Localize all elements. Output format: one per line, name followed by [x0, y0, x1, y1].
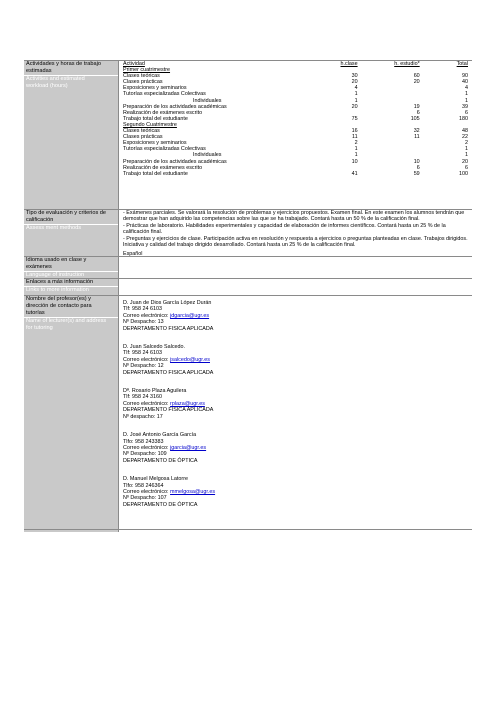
semester-title: Primer cuatrimestre: [123, 67, 171, 74]
professor-department: DEPARTAMENTO FISICA APLICADA: [123, 369, 214, 376]
activity-h-clase: 2: [354, 140, 358, 147]
professor-office: Nº Despacho: 107: [123, 495, 167, 502]
professor-email-link[interactable]: jdgarcia@ugr.es: [170, 312, 210, 319]
language-label-es-1: Idioma usado en clase y: [26, 257, 87, 263]
professors-label-es-1: Nombre del profesor(es) y: [26, 296, 91, 302]
activity-h-estudio: 6: [416, 109, 420, 116]
assessment-label: [24, 210, 119, 256]
assessment-label-es-1: Tipo de evaluación y criterios de: [26, 210, 107, 216]
activity-name: Tutorías especializadas Colectivas: [123, 91, 206, 98]
activity-h-clase: 10: [351, 158, 358, 165]
activity-total: 1: [465, 91, 468, 98]
activity-total: 100: [459, 170, 468, 177]
assessment-content: [119, 210, 472, 256]
professor-name: D. Juan de Dios García López Durán: [123, 300, 212, 306]
activity-name: Individuales: [193, 152, 222, 159]
activity-h-clase: 20: [351, 103, 358, 110]
workload-row: [24, 60, 472, 209]
assessment-item-lab: - Prácticas de laboratorio. Habilidades experimentales y capacidad de elaboración de informes científicos. Contará hasta un 25 % de la calificación final.: [123, 222, 446, 236]
links-label-es: Enlaces a más información: [26, 279, 94, 285]
activity-name: Trabajo total del estudiante: [123, 170, 188, 177]
professor-name: D. José Antonio García García: [123, 432, 197, 439]
activity-total: 90: [462, 73, 468, 80]
professor-department: DEPARTAMENTO DE ÓPTICA: [123, 457, 198, 464]
activity-h-estudio: 6: [416, 164, 420, 171]
activity-total: 1: [465, 146, 468, 153]
activity-h-estudio: 10: [413, 158, 420, 165]
activity-total: 39: [462, 103, 468, 110]
professors-label-en-1: Name of lecturer(s) and address: [26, 317, 107, 324]
workload-label-es-1: Actividades y horas de trabajo: [26, 61, 101, 67]
activity-h-estudio: 60: [413, 73, 420, 80]
professor-block: [123, 432, 468, 464]
activity-name: Tutorías especializadas Colectivas: [123, 146, 206, 153]
professors-label: [24, 296, 119, 532]
professor-name: D. Juan Salcedo Salcedo.: [123, 344, 186, 351]
activity-h-clase: 20: [351, 79, 358, 86]
activity-total: 1: [465, 97, 468, 104]
professor-email-link[interactable]: jsalcedo@ugr.es: [170, 356, 210, 363]
activity-h-clase: 1: [354, 97, 358, 104]
workload-label-en-1: Activities and estimated: [26, 75, 85, 82]
professors-label-es-2: dirección de contacto para: [26, 302, 92, 309]
workload-label-es-2: estimadas: [26, 67, 52, 74]
activity-table: [123, 61, 468, 177]
language-row: [24, 251, 472, 278]
semester-title: Segundo Cuatrimestre: [123, 121, 177, 128]
activity-table-body: [123, 67, 468, 177]
activity-name: Realización de exámenes escrito: [123, 109, 203, 116]
activity-name: Exposiciones y seminarios: [123, 140, 187, 147]
activity-total: 20: [462, 158, 468, 165]
activity-h-estudio: 32: [413, 128, 420, 135]
activity-total: 6: [465, 164, 468, 171]
language-label-es-2: exámenes: [26, 263, 52, 270]
professor-phone: Tlf: 958 24 6103: [123, 306, 162, 313]
professor-department: DEPARTAMENTO FISICA APLICADA: [123, 325, 214, 332]
professor-block: [123, 344, 468, 376]
professor-name: D. Manuel Melgosa Latorre: [123, 476, 189, 483]
professor-office: Nº Despacho: 12: [123, 363, 164, 370]
activity-row: [123, 171, 468, 177]
activity-total: 1: [465, 152, 468, 159]
professors-content: [119, 296, 472, 532]
professors-label-es-3: tutorías: [26, 309, 45, 316]
professor-phone: Tlf: 958 24 6103: [123, 350, 162, 357]
activity-name: Realización de exámenes escrito: [123, 164, 203, 171]
activity-name: Clases prácticas: [123, 79, 163, 86]
header-h-clase: h.clase: [340, 61, 358, 67]
language-value: Español: [123, 251, 143, 257]
professor-email-label: Correo electrónico:: [123, 356, 169, 363]
professor-office: Nº Despacho: 13: [123, 319, 164, 326]
professor-email-label: Correo electrónico:: [123, 400, 169, 407]
activity-h-clase: 30: [351, 73, 358, 80]
activity-h-clase: 16: [351, 128, 358, 135]
assessment-item-class: - Preguntas y ejercicios de clase. Participación activa en resolución y respuesta a ejercicios o preguntas planteadas en clase. Trabajos dirigidos. Iniciativa y calidad del trabajo dirigido desarrollado. Contará hasta un 25 % de la calificación final.: [123, 235, 468, 249]
professor-office: DEPARTAMENTO FISICA APLICADA: [123, 407, 214, 414]
professor-department: Nº despacho: 17: [123, 413, 163, 420]
activity-h-clase: 41: [351, 170, 358, 177]
header-h-estudio: h. estudio*: [394, 61, 420, 67]
professor-department: DEPARTAMENTO DE ÓPTICA: [123, 501, 198, 508]
activity-total: 40: [462, 79, 468, 86]
links-label-en: Links to more information: [26, 286, 89, 293]
activity-total: 22: [462, 134, 468, 141]
activity-name: Clases teóricas: [123, 128, 160, 135]
activity-total: 2: [465, 140, 468, 147]
links-content: [119, 279, 472, 295]
professors-row: [24, 295, 472, 532]
workload-label: [24, 61, 119, 209]
activity-h-clase: 1: [354, 146, 358, 153]
professor-block: [123, 476, 468, 508]
activity-name: Clases prácticas: [123, 134, 163, 141]
links-label: [24, 279, 119, 295]
header-activity: Actividad: [123, 61, 145, 67]
professor-phone: Tlfo: 958 243383: [123, 438, 164, 445]
activity-name: Preparación de los actividades académicas: [123, 158, 227, 165]
activity-name: Trabajo total del estudiante: [123, 115, 188, 122]
activity-total: 48: [462, 128, 468, 135]
table-bottom-border: [24, 529, 472, 530]
professor-email-link[interactable]: mmelgosa@ugr.es: [170, 488, 216, 495]
course-info-table: [24, 60, 472, 532]
activity-total: 6: [465, 109, 468, 116]
activity-h-clase: 75: [351, 115, 358, 122]
professor-email-link[interactable]: jgarcia@ugr.es: [170, 444, 207, 451]
professors-label-en-2: for tutoring: [26, 324, 53, 331]
links-row: [24, 278, 472, 295]
assessment-label-es-2: calificación: [26, 216, 54, 223]
professor-name: Dª. Rosario Plaza Aguilera: [123, 388, 187, 395]
activity-total: 4: [465, 85, 468, 92]
professor-office: Nº Despacho: 109: [123, 451, 167, 458]
activity-h-clase: 1: [354, 152, 358, 159]
activity-h-estudio: 11: [414, 134, 420, 141]
language-content: [119, 251, 472, 278]
professor-email-label: Correo electrónico:: [123, 488, 169, 495]
activity-h-clase: 4: [354, 85, 358, 92]
workload-label-en-2: workload (hours): [26, 82, 68, 89]
activity-h-estudio: 59: [413, 170, 420, 177]
activity-h-estudio: 20: [413, 79, 420, 86]
professor-block: [123, 388, 468, 420]
professor-email-link[interactable]: rplaza@ugr.es: [170, 400, 205, 407]
activity-name: Preparación de los actividades académicas: [123, 103, 227, 110]
professor-phone: Tlfo: 958 246364: [123, 482, 164, 489]
workload-content: [119, 61, 472, 209]
professor-email-label: Correo electrónico:: [123, 444, 169, 451]
language-label: [24, 257, 119, 278]
assessment-label-en: Assess ment methods: [26, 224, 82, 231]
activity-name: Individuales: [193, 97, 222, 104]
professor-email-label: Correo electrónico:: [123, 312, 169, 319]
activity-total: 180: [459, 115, 468, 122]
header-total: Total: [456, 61, 468, 67]
assessment-row: [24, 209, 472, 256]
activity-h-estudio: 19: [413, 103, 420, 110]
professor-phone: Tlf: 958 24 3160: [123, 394, 162, 401]
activity-h-estudio: 105: [410, 115, 420, 122]
activity-h-clase: 1: [354, 91, 358, 98]
activity-name: Exposiciones y seminarios: [123, 85, 187, 92]
activity-name: Clases teóricas: [123, 73, 160, 80]
professor-block: [123, 300, 468, 332]
assessment-item-exams: - Exámenes parciales. Se valorará la resolución de problemas y ejercicios propuestos. Examen final. En este examen los alumnos tendrán que demostrar que han adquirido las competencias sobre las que se ha trabajado. Contará hasta un 50 % de la calificación final.: [123, 210, 465, 223]
activity-h-clase: 11: [351, 134, 358, 141]
language-label-en: Language of instruction: [26, 271, 85, 278]
